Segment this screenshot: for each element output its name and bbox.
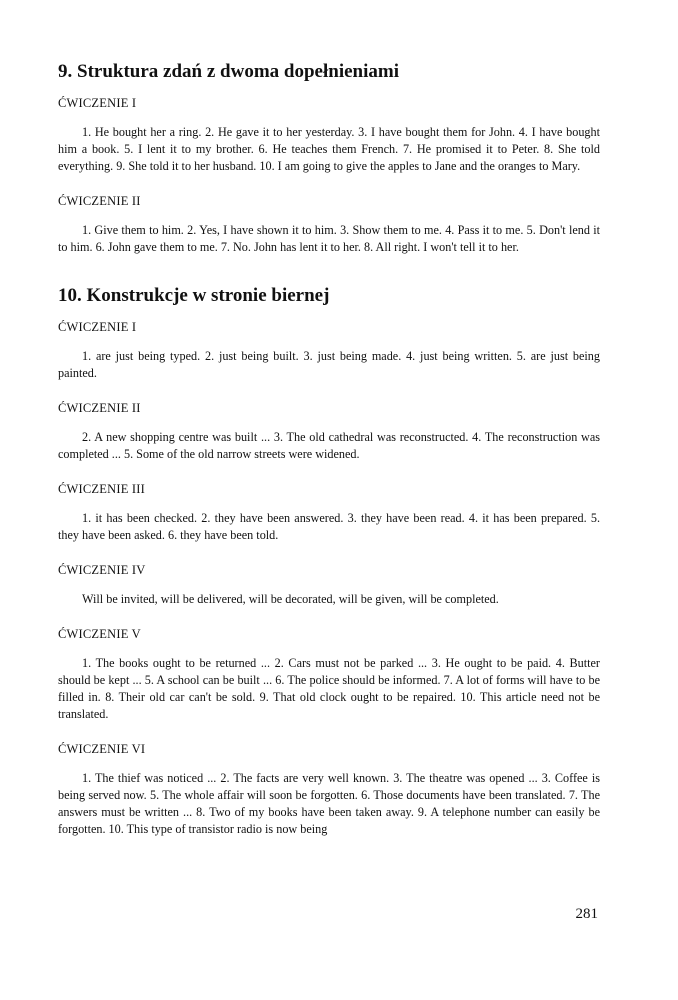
- exercise-heading: ĆWICZENIE III: [58, 482, 145, 496]
- exercise-heading: ĆWICZENIE V: [58, 627, 141, 641]
- exercise-block: [58, 193, 600, 256]
- exercise-text: 1. The thief was noticed ... 2. The facts are very well known. 3. The theatre was opened ... 3. Coffee is being served now. 5. The whole affair will soon be forgotten. 6. Those documents have been translated. 7. The answers must be written ... 8. Two of my books have been taken away. 9. A telephone number can easily be forgotten. 10. This type of transistor radio is now being: [58, 771, 600, 836]
- exercise-block: [58, 95, 600, 175]
- exercise-text: 1. Give them to him. 2. Yes, I have shown it to him. 3. Show them to me. 4. Pass it to me. 5. Don't lend it to him. 6. John gave them to me. 7. No. John has lent it to her. 8. All right. I won't tell it to her.: [58, 223, 600, 254]
- exercise-heading: ĆWICZENIE II: [58, 194, 141, 208]
- section-title: 10. Konstrukcje w stronie biernej: [58, 285, 330, 306]
- exercise-heading: ĆWICZENIE IV: [58, 563, 146, 577]
- exercise-text: Will be invited, will be delivered, will be decorated, will be given, will be completed.: [82, 592, 499, 606]
- section-9: [58, 60, 600, 256]
- exercise-heading: ĆWICZENIE VI: [58, 742, 146, 756]
- exercise-block: [58, 481, 600, 544]
- exercise-block: [58, 400, 600, 463]
- exercise-heading: ĆWICZENIE I: [58, 96, 137, 110]
- exercise-block: [58, 741, 600, 838]
- exercise-text: 1. The books ought to be returned ... 2. Cars must not be parked ... 3. He ought to be paid. 4. Butter should be kept ... 5. A school can be built ... 6. The police should be informed. 7. A lot of forms will have to be filled in. 8. Their old car can't be sold. 9. That old clock ought to be repaired. 10. This article need not be translated.: [58, 656, 600, 721]
- exercise-heading: ĆWICZENIE I: [58, 320, 137, 334]
- exercise-block: [58, 562, 600, 608]
- exercise-text: 1. He bought her a ring. 2. He gave it to her yesterday. 3. I have bought them for John. 4. I have bought him a book. 5. I lent it to my brother. 6. He teaches them French. 7. He promised it to Peter. 8. She told everything. 9. She told it to her husband. 10. I am going to give the apples to Jane and the oranges to Mary.: [58, 125, 600, 173]
- exercise-text: 2. A new shopping centre was built ... 3. The old cathedral was reconstructed. 4. The reconstruction was completed ... 5. Some of the old narrow streets were widened.: [58, 430, 600, 461]
- page-number: 281: [575, 906, 598, 922]
- exercise-heading: ĆWICZENIE II: [58, 401, 141, 415]
- exercise-block: [58, 319, 600, 382]
- section-title: 9. Struktura zdań z dwoma dopełnieniami: [58, 61, 399, 82]
- page-content: [58, 60, 600, 838]
- exercise-block: [58, 626, 600, 723]
- exercise-text: 1. it has been checked. 2. they have been answered. 3. they have been read. 4. it has been prepared. 5. they have been asked. 6. they have been told.: [58, 511, 600, 542]
- exercise-text: 1. are just being typed. 2. just being built. 3. just being made. 4. just being written. 5. are just being painted.: [58, 349, 600, 380]
- section-10: [58, 284, 600, 838]
